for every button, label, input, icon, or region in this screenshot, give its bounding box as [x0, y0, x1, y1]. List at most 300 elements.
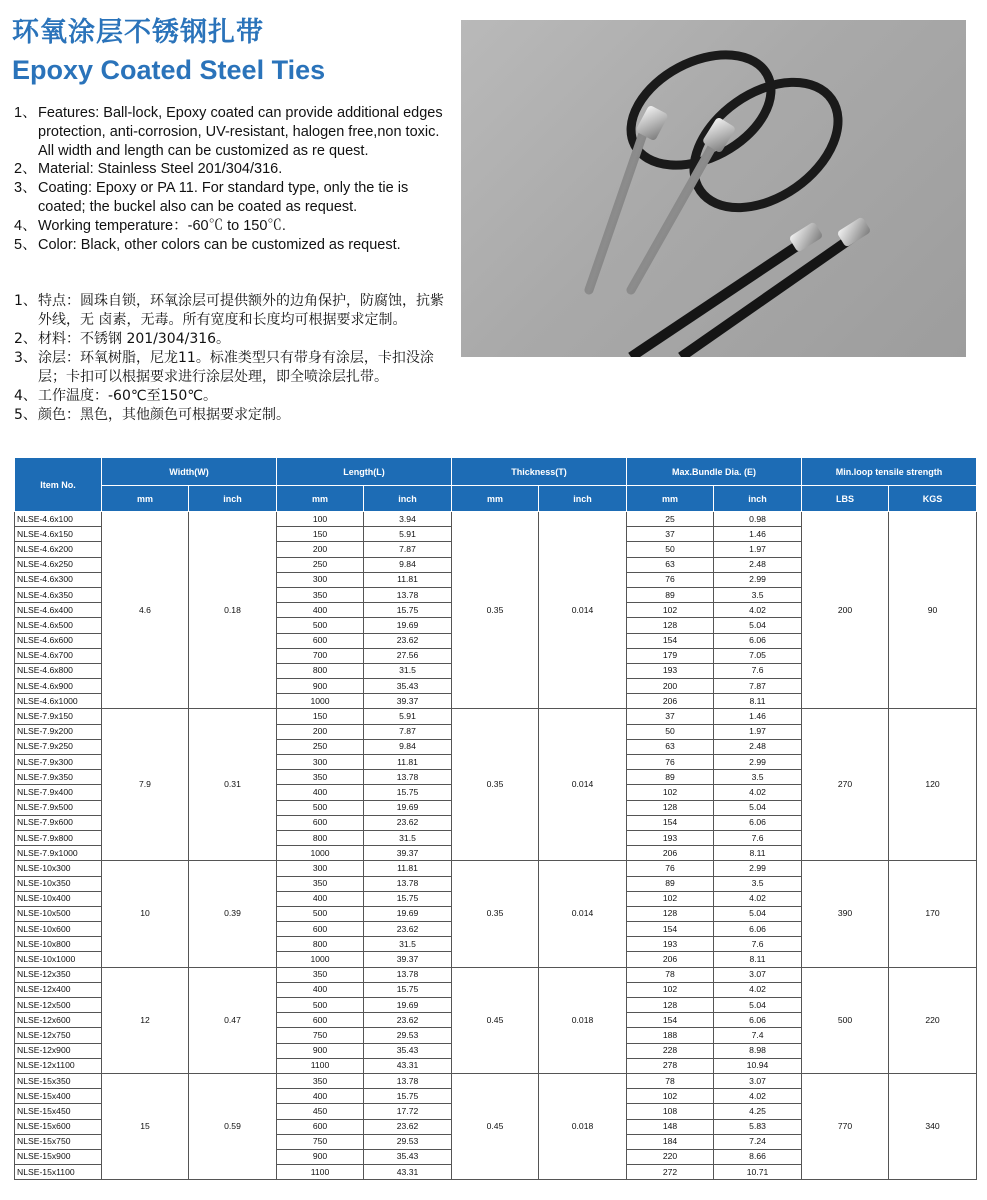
length-inch-cell: 17.72 — [364, 1104, 452, 1119]
feature-number: 2、 — [14, 161, 37, 178]
length-inch-cell: 29.53 — [364, 1134, 452, 1149]
feature-item — [14, 217, 454, 236]
length-inch-cell: 43.31 — [364, 1165, 452, 1180]
bundle-dia-mm-cell: 50 — [627, 724, 714, 739]
thickness-mm-cell: 0.35 — [452, 512, 539, 709]
table-row — [15, 1073, 977, 1088]
subheader-kgs: KGS — [889, 486, 977, 512]
bundle-dia-mm-cell: 148 — [627, 1119, 714, 1134]
length-inch-cell: 23.62 — [364, 1013, 452, 1028]
bundle-dia-inch-cell: 2.48 — [714, 739, 802, 754]
thickness-mm-cell: 0.45 — [452, 1073, 539, 1179]
bundle-dia-mm-cell: 154 — [627, 815, 714, 830]
length-inch-cell: 19.69 — [364, 618, 452, 633]
bundle-dia-mm-cell: 193 — [627, 937, 714, 952]
length-mm-cell: 900 — [277, 1043, 364, 1058]
header-thickness: Thickness(T) — [452, 458, 627, 486]
bundle-dia-inch-cell: 8.11 — [714, 846, 802, 861]
length-inch-cell: 31.5 — [364, 830, 452, 845]
length-inch-cell: 13.78 — [364, 770, 452, 785]
item-no-cell: NLSE-4.6x150 — [15, 527, 102, 542]
width-mm-cell: 7.9 — [102, 709, 189, 861]
length-inch-cell: 15.75 — [364, 603, 452, 618]
spec-table-body — [15, 512, 977, 1180]
bundle-dia-mm-cell: 37 — [627, 527, 714, 542]
item-no-cell: NLSE-15x750 — [15, 1134, 102, 1149]
length-inch-cell: 35.43 — [364, 1043, 452, 1058]
bundle-dia-inch-cell: 10.71 — [714, 1165, 802, 1180]
width-mm-cell: 15 — [102, 1073, 189, 1179]
length-mm-cell: 400 — [277, 785, 364, 800]
tensile-lbs-cell: 270 — [802, 709, 889, 861]
item-no-cell: NLSE-4.6x300 — [15, 572, 102, 587]
thickness-mm-cell: 0.35 — [452, 861, 539, 967]
tensile-kgs-cell: 90 — [889, 512, 977, 709]
feature-number: 4、 — [14, 217, 37, 234]
bundle-dia-mm-cell: 102 — [627, 785, 714, 800]
feature-text: Material: Stainless Steel 201/304/316. — [38, 161, 283, 178]
item-no-cell: NLSE-10x800 — [15, 937, 102, 952]
bundle-dia-mm-cell: 78 — [627, 1073, 714, 1088]
subheader-thickness-mm: mm — [452, 486, 539, 512]
bundle-dia-mm-cell: 128 — [627, 618, 714, 633]
item-no-cell: NLSE-7.9x350 — [15, 770, 102, 785]
subheader-length-inch: inch — [364, 486, 452, 512]
bundle-dia-mm-cell: 179 — [627, 648, 714, 663]
bundle-dia-inch-cell: 1.97 — [714, 724, 802, 739]
bundle-dia-inch-cell: 3.5 — [714, 770, 802, 785]
table-row — [15, 709, 977, 724]
length-inch-cell: 11.81 — [364, 861, 452, 876]
tensile-kgs-cell: 220 — [889, 967, 977, 1073]
length-mm-cell: 1000 — [277, 846, 364, 861]
length-mm-cell: 900 — [277, 1149, 364, 1164]
length-mm-cell: 750 — [277, 1134, 364, 1149]
feature-number: 4、 — [14, 388, 37, 404]
length-inch-cell: 19.69 — [364, 800, 452, 815]
feature-item — [14, 387, 454, 406]
feature-text: 涂层：环氧树脂，尼龙11。标准类型只有带身有涂层，卡扣没涂层；卡扣可以根据要求进行涂层处理，即全喷涂层扎带。 — [38, 350, 434, 385]
feature-number: 2、 — [14, 331, 37, 347]
bundle-dia-mm-cell: 89 — [627, 876, 714, 891]
feature-number: 5、 — [14, 407, 37, 423]
bundle-dia-inch-cell: 1.46 — [714, 709, 802, 724]
feature-item — [14, 179, 454, 217]
item-no-cell: NLSE-4.6x500 — [15, 618, 102, 633]
tensile-lbs-cell: 200 — [802, 512, 889, 709]
feature-text: 工作温度：-60℃至150℃。 — [38, 388, 218, 404]
length-inch-cell: 15.75 — [364, 785, 452, 800]
item-no-cell: NLSE-15x350 — [15, 1073, 102, 1088]
item-no-cell: NLSE-15x400 — [15, 1089, 102, 1104]
bundle-dia-mm-cell: 78 — [627, 967, 714, 982]
bundle-dia-mm-cell: 188 — [627, 1028, 714, 1043]
bundle-dia-mm-cell: 63 — [627, 739, 714, 754]
length-inch-cell: 23.62 — [364, 633, 452, 648]
item-no-cell: NLSE-12x900 — [15, 1043, 102, 1058]
thickness-inch-cell: 0.018 — [539, 1073, 627, 1179]
width-inch-cell: 0.59 — [189, 1073, 277, 1179]
length-mm-cell: 600 — [277, 1119, 364, 1134]
length-inch-cell: 23.62 — [364, 1119, 452, 1134]
item-no-cell: NLSE-4.6x400 — [15, 603, 102, 618]
length-mm-cell: 300 — [277, 572, 364, 587]
bundle-dia-inch-cell: 7.6 — [714, 663, 802, 678]
thickness-mm-cell: 0.35 — [452, 709, 539, 861]
bundle-dia-mm-cell: 154 — [627, 922, 714, 937]
bundle-dia-inch-cell: 6.06 — [714, 922, 802, 937]
features-list-cn — [14, 292, 454, 425]
feature-item — [14, 406, 454, 425]
item-no-cell: NLSE-7.9x600 — [15, 815, 102, 830]
thickness-inch-cell: 0.018 — [539, 967, 627, 1073]
feature-item — [14, 104, 454, 160]
header-item-no: Item No. — [15, 458, 102, 512]
bundle-dia-mm-cell: 37 — [627, 709, 714, 724]
length-inch-cell: 35.43 — [364, 679, 452, 694]
item-no-cell: NLSE-7.9x1000 — [15, 846, 102, 861]
tensile-lbs-cell: 500 — [802, 967, 889, 1073]
item-no-cell: NLSE-12x350 — [15, 967, 102, 982]
feature-text: Color: Black, other colors can be customized as request. — [38, 236, 401, 253]
bundle-dia-mm-cell: 25 — [627, 512, 714, 527]
length-mm-cell: 900 — [277, 679, 364, 694]
thickness-inch-cell: 0.014 — [539, 512, 627, 709]
length-mm-cell: 350 — [277, 587, 364, 602]
length-mm-cell: 400 — [277, 1089, 364, 1104]
bundle-dia-inch-cell: 4.02 — [714, 982, 802, 997]
bundle-dia-mm-cell: 200 — [627, 679, 714, 694]
bundle-dia-mm-cell: 206 — [627, 694, 714, 709]
feature-item — [14, 349, 454, 387]
length-mm-cell: 500 — [277, 618, 364, 633]
item-no-cell: NLSE-10x350 — [15, 876, 102, 891]
feature-number: 3、 — [14, 180, 37, 197]
bundle-dia-inch-cell: 2.99 — [714, 755, 802, 770]
length-inch-cell: 3.94 — [364, 512, 452, 527]
item-no-cell: NLSE-10x300 — [15, 861, 102, 876]
length-inch-cell: 31.5 — [364, 937, 452, 952]
bundle-dia-inch-cell: 6.06 — [714, 633, 802, 648]
bundle-dia-inch-cell: 4.02 — [714, 785, 802, 800]
item-no-cell: NLSE-12x400 — [15, 982, 102, 997]
length-mm-cell: 500 — [277, 906, 364, 921]
tensile-kgs-cell: 170 — [889, 861, 977, 967]
length-mm-cell: 250 — [277, 557, 364, 572]
bundle-dia-inch-cell: 8.11 — [714, 952, 802, 967]
bundle-dia-inch-cell: 7.24 — [714, 1134, 802, 1149]
width-inch-cell: 0.18 — [189, 512, 277, 709]
item-no-cell: NLSE-7.9x800 — [15, 830, 102, 845]
bundle-dia-inch-cell: 7.6 — [714, 830, 802, 845]
length-mm-cell: 1000 — [277, 952, 364, 967]
bundle-dia-inch-cell: 10.94 — [714, 1058, 802, 1073]
bundle-dia-mm-cell: 128 — [627, 998, 714, 1013]
header-width: Width(W) — [102, 458, 277, 486]
bundle-dia-mm-cell: 108 — [627, 1104, 714, 1119]
length-mm-cell: 300 — [277, 861, 364, 876]
length-mm-cell: 450 — [277, 1104, 364, 1119]
bundle-dia-mm-cell: 102 — [627, 1089, 714, 1104]
feature-text: Working temperature：-60℃ to 150℃. — [38, 217, 286, 234]
header-length: Length(L) — [277, 458, 452, 486]
length-inch-cell: 19.69 — [364, 998, 452, 1013]
length-inch-cell: 9.84 — [364, 739, 452, 754]
feature-number: 1、 — [14, 105, 37, 121]
subheader-lbs: LBS — [802, 486, 889, 512]
tensile-kgs-cell: 340 — [889, 1073, 977, 1179]
item-no-cell: NLSE-4.6x1000 — [15, 694, 102, 709]
length-inch-cell: 13.78 — [364, 967, 452, 982]
length-inch-cell: 35.43 — [364, 1149, 452, 1164]
table-row — [15, 512, 977, 527]
item-no-cell: NLSE-12x500 — [15, 998, 102, 1013]
bundle-dia-inch-cell: 5.04 — [714, 906, 802, 921]
tensile-lbs-cell: 770 — [802, 1073, 889, 1179]
length-inch-cell: 5.91 — [364, 527, 452, 542]
length-mm-cell: 250 — [277, 739, 364, 754]
bundle-dia-mm-cell: 272 — [627, 1165, 714, 1180]
feature-text: 特点：圆珠自锁，环氧涂层可提供额外的边角保护，防腐蚀，抗紫外线，无 卤素，无毒。所有宽度和长度均可根据要求定制。 — [38, 293, 444, 328]
bundle-dia-inch-cell: 8.11 — [714, 694, 802, 709]
bundle-dia-mm-cell: 220 — [627, 1149, 714, 1164]
bundle-dia-inch-cell: 7.4 — [714, 1028, 802, 1043]
bundle-dia-inch-cell: 5.83 — [714, 1119, 802, 1134]
bundle-dia-mm-cell: 50 — [627, 542, 714, 557]
bundle-dia-mm-cell: 154 — [627, 1013, 714, 1028]
bundle-dia-inch-cell: 6.06 — [714, 1013, 802, 1028]
subheader-width-mm: mm — [102, 486, 189, 512]
item-no-cell: NLSE-10x400 — [15, 891, 102, 906]
item-no-cell: NLSE-10x600 — [15, 922, 102, 937]
item-no-cell: NLSE-12x750 — [15, 1028, 102, 1043]
feature-text: Coating: Epoxy or PA 11. For standard type, only the tie is coated; the buckel also can be coated as request. — [38, 180, 409, 215]
subheader-width-inch: inch — [189, 486, 277, 512]
length-mm-cell: 350 — [277, 876, 364, 891]
tensile-lbs-cell: 390 — [802, 861, 889, 967]
width-mm-cell: 4.6 — [102, 512, 189, 709]
item-no-cell: NLSE-7.9x200 — [15, 724, 102, 739]
length-mm-cell: 400 — [277, 982, 364, 997]
length-mm-cell: 600 — [277, 633, 364, 648]
length-inch-cell: 13.78 — [364, 587, 452, 602]
length-mm-cell: 100 — [277, 512, 364, 527]
bundle-dia-inch-cell: 4.02 — [714, 603, 802, 618]
length-mm-cell: 500 — [277, 800, 364, 815]
bundle-dia-mm-cell: 102 — [627, 982, 714, 997]
feature-item — [14, 236, 454, 255]
header-tensile-strength: Min.loop tensile strength — [802, 458, 977, 486]
length-inch-cell: 29.53 — [364, 1028, 452, 1043]
width-inch-cell: 0.39 — [189, 861, 277, 967]
length-inch-cell: 13.78 — [364, 1073, 452, 1088]
length-inch-cell: 39.37 — [364, 694, 452, 709]
item-no-cell: NLSE-15x450 — [15, 1104, 102, 1119]
length-mm-cell: 350 — [277, 1073, 364, 1088]
bundle-dia-inch-cell: 3.5 — [714, 876, 802, 891]
feature-item — [14, 292, 454, 330]
bundle-dia-inch-cell: 3.5 — [714, 587, 802, 602]
length-inch-cell: 23.62 — [364, 922, 452, 937]
item-no-cell: NLSE-12x1100 — [15, 1058, 102, 1073]
table-row — [15, 861, 977, 876]
bundle-dia-mm-cell: 278 — [627, 1058, 714, 1073]
item-no-cell: NLSE-10x1000 — [15, 952, 102, 967]
bundle-dia-inch-cell: 4.02 — [714, 891, 802, 906]
steel-ties-illustration — [461, 20, 966, 357]
bundle-dia-inch-cell: 2.48 — [714, 557, 802, 572]
bundle-dia-mm-cell: 206 — [627, 952, 714, 967]
thickness-mm-cell: 0.45 — [452, 967, 539, 1073]
bundle-dia-inch-cell: 7.6 — [714, 937, 802, 952]
feature-number: 1、 — [14, 293, 37, 309]
length-inch-cell: 9.84 — [364, 557, 452, 572]
feature-text: 颜色：黑色，其他颜色可根据要求定制。 — [38, 407, 290, 423]
length-mm-cell: 400 — [277, 603, 364, 618]
feature-number: 3、 — [14, 350, 37, 366]
feature-item — [14, 330, 454, 349]
bundle-dia-inch-cell: 7.87 — [714, 679, 802, 694]
spec-table — [14, 457, 977, 1180]
length-inch-cell: 15.75 — [364, 1089, 452, 1104]
bundle-dia-inch-cell: 5.04 — [714, 800, 802, 815]
width-inch-cell: 0.47 — [189, 967, 277, 1073]
length-mm-cell: 800 — [277, 830, 364, 845]
item-no-cell: NLSE-7.9x500 — [15, 800, 102, 815]
length-mm-cell: 400 — [277, 891, 364, 906]
length-inch-cell: 39.37 — [364, 952, 452, 967]
length-inch-cell: 7.87 — [364, 542, 452, 557]
bundle-dia-mm-cell: 76 — [627, 861, 714, 876]
item-no-cell: NLSE-4.6x100 — [15, 512, 102, 527]
item-no-cell: NLSE-4.6x900 — [15, 679, 102, 694]
length-inch-cell: 7.87 — [364, 724, 452, 739]
item-no-cell: NLSE-4.6x700 — [15, 648, 102, 663]
item-no-cell: NLSE-7.9x300 — [15, 755, 102, 770]
length-inch-cell: 13.78 — [364, 876, 452, 891]
length-mm-cell: 600 — [277, 1013, 364, 1028]
length-mm-cell: 350 — [277, 967, 364, 982]
bundle-dia-inch-cell: 8.98 — [714, 1043, 802, 1058]
length-mm-cell: 600 — [277, 922, 364, 937]
length-inch-cell: 31.5 — [364, 663, 452, 678]
bundle-dia-mm-cell: 89 — [627, 770, 714, 785]
length-mm-cell: 1100 — [277, 1165, 364, 1180]
item-no-cell: NLSE-4.6x250 — [15, 557, 102, 572]
thickness-inch-cell: 0.014 — [539, 709, 627, 861]
length-mm-cell: 750 — [277, 1028, 364, 1043]
width-inch-cell: 0.31 — [189, 709, 277, 861]
bundle-dia-mm-cell: 193 — [627, 830, 714, 845]
length-inch-cell: 15.75 — [364, 982, 452, 997]
item-no-cell: NLSE-15x1100 — [15, 1165, 102, 1180]
length-mm-cell: 1000 — [277, 694, 364, 709]
width-mm-cell: 12 — [102, 967, 189, 1073]
length-inch-cell: 15.75 — [364, 891, 452, 906]
bundle-dia-mm-cell: 206 — [627, 846, 714, 861]
item-no-cell: NLSE-4.6x800 — [15, 663, 102, 678]
bundle-dia-mm-cell: 102 — [627, 891, 714, 906]
thickness-inch-cell: 0.014 — [539, 861, 627, 967]
bundle-dia-mm-cell: 76 — [627, 755, 714, 770]
item-no-cell: NLSE-15x900 — [15, 1149, 102, 1164]
length-mm-cell: 700 — [277, 648, 364, 663]
bundle-dia-mm-cell: 228 — [627, 1043, 714, 1058]
item-no-cell: NLSE-15x600 — [15, 1119, 102, 1134]
item-no-cell: NLSE-4.6x200 — [15, 542, 102, 557]
bundle-dia-inch-cell: 3.07 — [714, 967, 802, 982]
length-inch-cell: 5.91 — [364, 709, 452, 724]
bundle-dia-inch-cell: 4.25 — [714, 1104, 802, 1119]
length-inch-cell: 27.56 — [364, 648, 452, 663]
bundle-dia-mm-cell: 184 — [627, 1134, 714, 1149]
feature-item — [14, 160, 454, 179]
bundle-dia-inch-cell: 6.06 — [714, 815, 802, 830]
item-no-cell: NLSE-12x600 — [15, 1013, 102, 1028]
length-inch-cell: 43.31 — [364, 1058, 452, 1073]
bundle-dia-mm-cell: 154 — [627, 633, 714, 648]
tensile-kgs-cell: 120 — [889, 709, 977, 861]
bundle-dia-inch-cell: 0.98 — [714, 512, 802, 527]
bundle-dia-mm-cell: 193 — [627, 663, 714, 678]
feature-text: 材料：不锈钢 201/304/316。 — [38, 331, 231, 347]
bundle-dia-inch-cell: 2.99 — [714, 572, 802, 587]
header-bundle-dia: Max.Bundle Dia. (E) — [627, 458, 802, 486]
subheader-dia-inch: inch — [714, 486, 802, 512]
item-no-cell: NLSE-7.9x400 — [15, 785, 102, 800]
length-mm-cell: 350 — [277, 770, 364, 785]
subheader-dia-mm: mm — [627, 486, 714, 512]
bundle-dia-mm-cell: 76 — [627, 572, 714, 587]
feature-text: Features: Ball-lock, Epoxy coated can provide additional edges protection, anti-corrosion, UV-resistant, halogen free,non toxic. All width and length can be customized as re quest. — [38, 105, 443, 159]
item-no-cell: NLSE-4.6x350 — [15, 587, 102, 602]
bundle-dia-inch-cell: 1.97 — [714, 542, 802, 557]
length-mm-cell: 1100 — [277, 1058, 364, 1073]
subheader-length-mm: mm — [277, 486, 364, 512]
length-mm-cell: 200 — [277, 542, 364, 557]
length-mm-cell: 200 — [277, 724, 364, 739]
length-inch-cell: 11.81 — [364, 755, 452, 770]
length-inch-cell: 11.81 — [364, 572, 452, 587]
subheader-thickness-inch: inch — [539, 486, 627, 512]
length-mm-cell: 150 — [277, 709, 364, 724]
length-mm-cell: 800 — [277, 937, 364, 952]
length-inch-cell: 23.62 — [364, 815, 452, 830]
length-mm-cell: 500 — [277, 998, 364, 1013]
page-title-cn: 环氧涂层不锈钢扎带 — [12, 17, 264, 48]
bundle-dia-inch-cell: 7.05 — [714, 648, 802, 663]
features-list-en — [14, 104, 454, 254]
bundle-dia-inch-cell: 4.02 — [714, 1089, 802, 1104]
length-mm-cell: 600 — [277, 815, 364, 830]
bundle-dia-mm-cell: 128 — [627, 800, 714, 815]
width-mm-cell: 10 — [102, 861, 189, 967]
bundle-dia-mm-cell: 89 — [627, 587, 714, 602]
item-no-cell: NLSE-10x500 — [15, 906, 102, 921]
bundle-dia-inch-cell: 3.07 — [714, 1073, 802, 1088]
bundle-dia-inch-cell: 1.46 — [714, 527, 802, 542]
item-no-cell: NLSE-7.9x250 — [15, 739, 102, 754]
bundle-dia-mm-cell: 63 — [627, 557, 714, 572]
bundle-dia-inch-cell: 5.04 — [714, 998, 802, 1013]
bundle-dia-mm-cell: 128 — [627, 906, 714, 921]
table-row — [15, 967, 977, 982]
bundle-dia-inch-cell: 8.66 — [714, 1149, 802, 1164]
bundle-dia-mm-cell: 102 — [627, 603, 714, 618]
item-no-cell: NLSE-7.9x150 — [15, 709, 102, 724]
bundle-dia-inch-cell: 2.99 — [714, 861, 802, 876]
page-title-en: Epoxy Coated Steel Ties — [12, 55, 326, 85]
